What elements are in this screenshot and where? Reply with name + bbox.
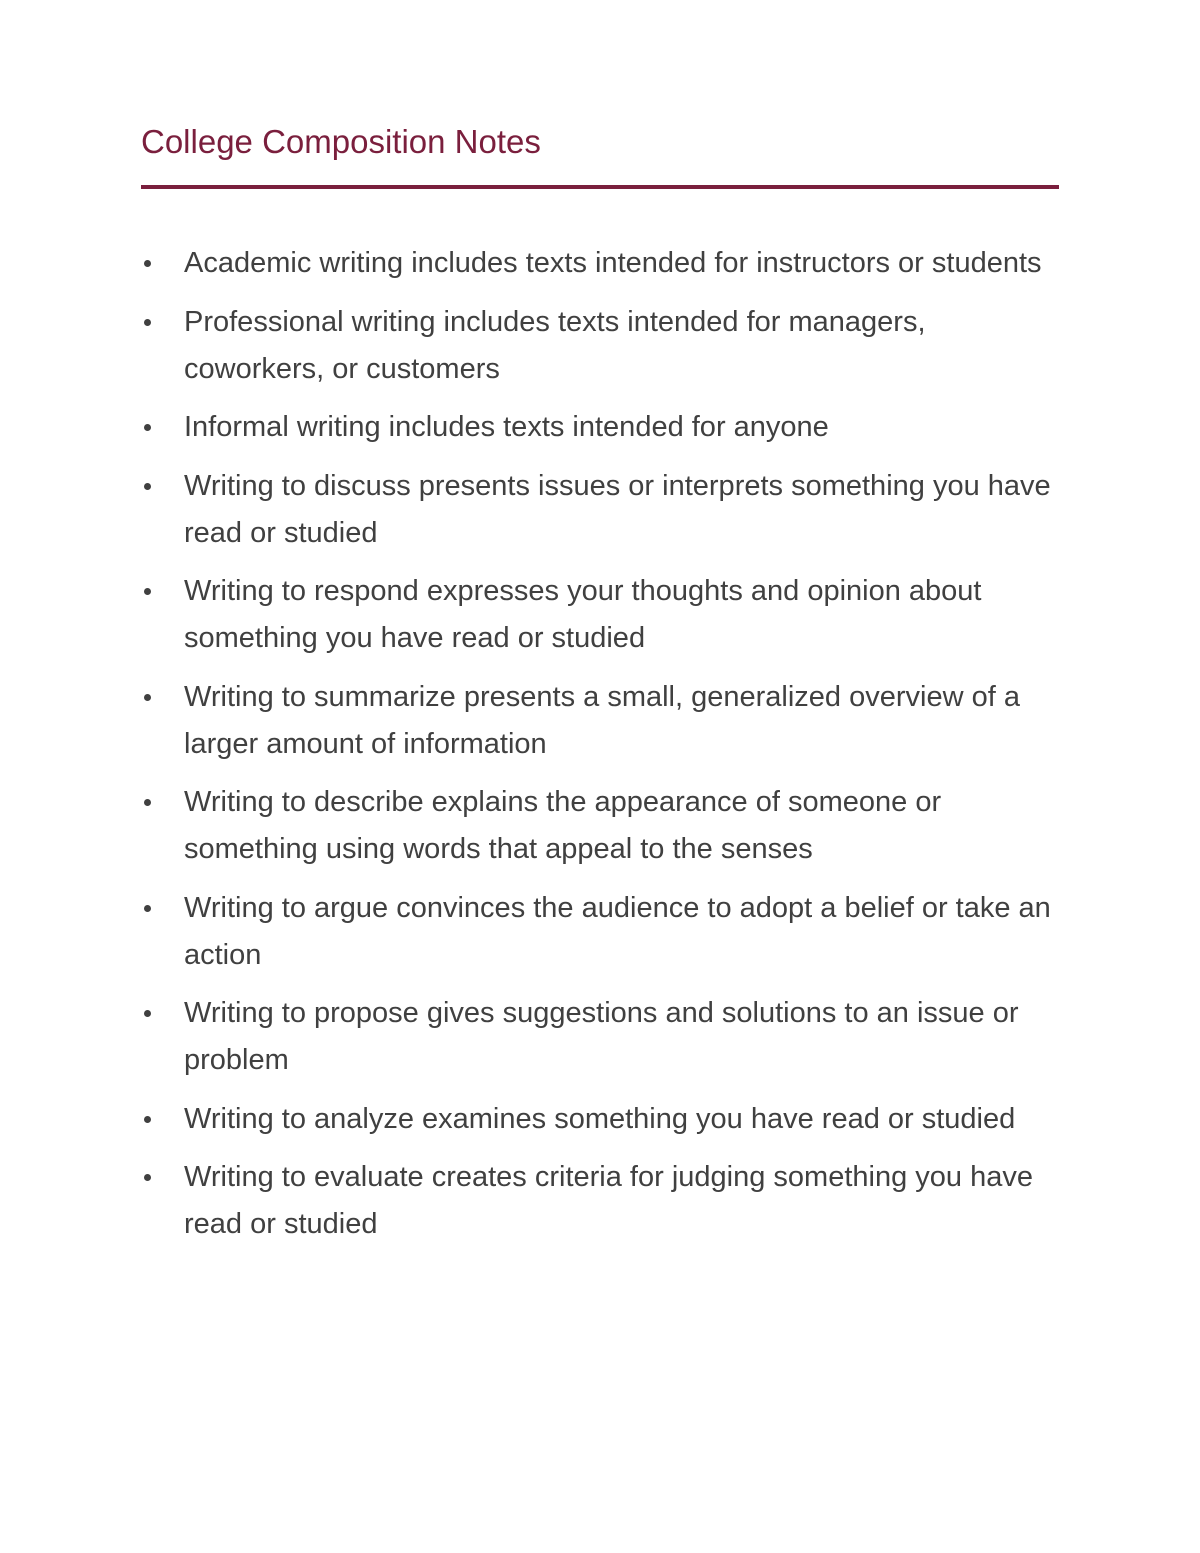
list-item [141,568,1059,662]
bullet-icon [144,799,151,806]
bullet-icon [144,424,151,431]
note-text: Informal writing includes texts intended for anyone [184,411,829,443]
list-item [141,885,1059,979]
title-divider [141,185,1059,189]
note-text: Writing to summarize presents a small, generalized overview of a larger amount of information [184,680,1020,760]
notes-list [141,240,1059,1260]
bullet-icon [144,483,151,490]
list-item [141,1096,1059,1143]
list-item [141,1154,1059,1248]
list-item [141,674,1059,768]
bullet-icon [144,905,151,912]
bullet-icon [144,1116,151,1123]
note-text: Writing to respond expresses your thoughts and opinion about something you have read or studied [184,575,982,654]
bullet-icon [144,588,151,595]
note-text: Professional writing includes texts intended for managers, coworkers, or customers [184,305,926,385]
document-title: College Composition Notes [141,123,541,160]
list-item [141,463,1059,557]
note-text: Writing to analyze examines something you have read or studied [184,1102,1016,1135]
note-text: Writing to discuss presents issues or interprets something you have read or studied [184,469,1051,549]
note-text: Academic writing includes texts intended for instructors or students [184,247,1042,279]
bullet-icon [144,1174,151,1181]
bullet-icon [144,319,151,326]
bullet-icon [144,260,151,267]
note-text: Writing to propose gives suggestions and solutions to an issue or problem [184,997,1019,1076]
list-item [141,779,1059,873]
list-item [141,240,1059,287]
list-item [141,990,1059,1084]
note-text: Writing to argue convinces the audience to adopt a belief or take an action [184,891,1051,971]
list-item [141,299,1059,393]
bullet-icon [144,1010,151,1017]
note-text: Writing to describe explains the appearance of someone or something using words that appeal to the senses [184,786,942,865]
list-item [141,404,1059,451]
note-text: Writing to evaluate creates criteria for judging something you have read or studied [184,1161,1033,1240]
bullet-icon [144,694,151,701]
